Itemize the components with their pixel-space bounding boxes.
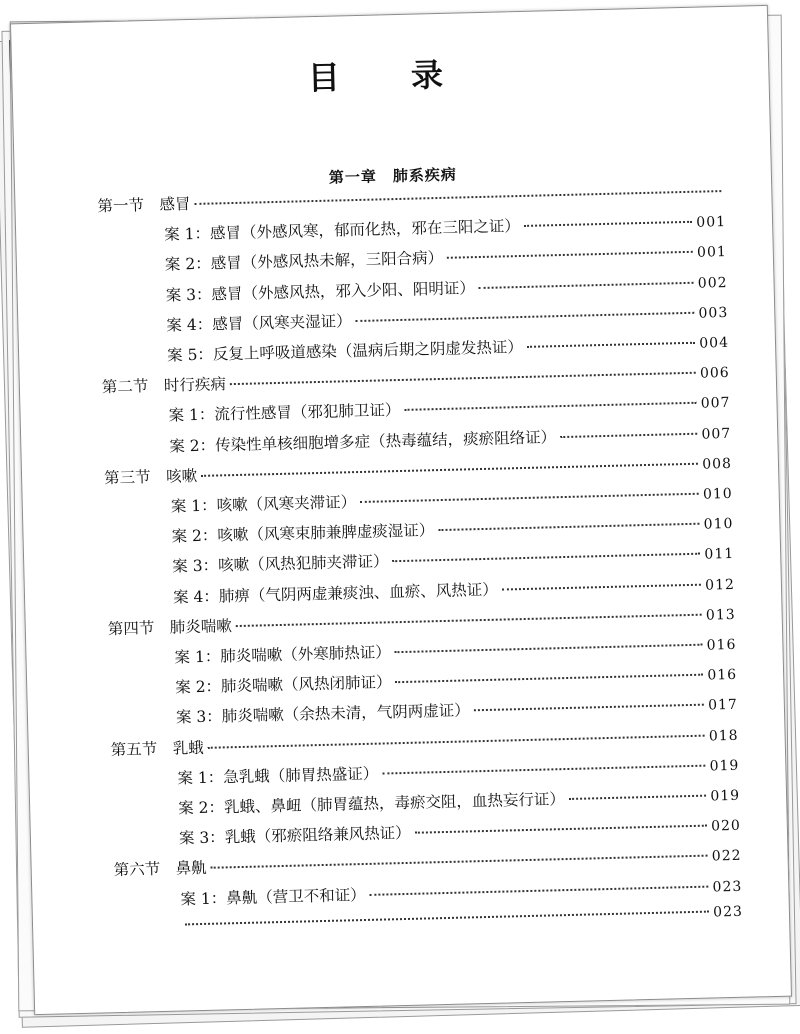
section-number: 第六节 xyxy=(113,860,161,880)
page-number: 017 xyxy=(707,697,739,714)
toc-entry-row[interactable] xyxy=(166,300,728,336)
page-number: 011 xyxy=(704,546,735,563)
toc-section-label xyxy=(108,614,233,639)
toc-entry-title: 案 3：乳蛾（邪瘀阻络兼风热证） xyxy=(178,824,411,848)
section-title: 肺炎喘嗽 xyxy=(169,616,233,637)
toc-entry-row[interactable] xyxy=(172,541,734,577)
page-number: 008 xyxy=(702,455,733,473)
leader-dots xyxy=(447,251,693,259)
section-title: 感冒 xyxy=(159,195,191,214)
toc-entry-row[interactable] xyxy=(179,813,741,849)
leader-dots xyxy=(474,704,704,712)
toc-entry-row[interactable] xyxy=(176,692,738,728)
leader-dots xyxy=(393,553,701,563)
toc-entry-row[interactable] xyxy=(178,783,740,819)
toc-entry-title: 案 2：传染性单核细胞增多症（热毒蕴结，痰瘀阻络证） xyxy=(169,427,557,456)
toc-entry-title: 案 1：感冒（外感风寒，郁而化热，邪在三阳之证） xyxy=(163,217,521,244)
page-number: 002 xyxy=(697,274,728,292)
page-number: 001 xyxy=(696,244,727,262)
page-number: 006 xyxy=(699,365,730,382)
page-number: 019 xyxy=(709,757,740,775)
toc-entry-title: 案 3：咳嗽（风热犯肺夹滞证） xyxy=(172,552,389,576)
toc-entry-row[interactable] xyxy=(164,209,726,245)
toc-entry-title: 案 4：肺痹（气阴两虚兼痰浊、血瘀、风热证） xyxy=(172,580,498,607)
toc-entry-row[interactable] xyxy=(180,873,742,909)
toc-entry-row[interactable] xyxy=(181,904,743,940)
toc-entry-title: 案 2：咳嗽（风寒束肺兼脾虚痰湿证） xyxy=(171,521,435,546)
toc-section-label xyxy=(113,856,207,880)
toc-entry-row[interactable] xyxy=(167,330,729,366)
page-number: 003 xyxy=(698,304,729,322)
leader-dots xyxy=(370,885,709,895)
page-number: 018 xyxy=(708,727,739,745)
leader-dots xyxy=(438,523,699,531)
leader-dots xyxy=(560,432,697,437)
section-number: 第三节 xyxy=(103,467,151,488)
page-number: 023 xyxy=(712,878,743,896)
toc-entry-row[interactable] xyxy=(165,270,727,306)
toc-entry-title: 案 2：乳蛾、鼻衄（肺胃蕴热，毒瘀交阻，血热妄行证） xyxy=(178,790,566,818)
section-title: 乳蛾 xyxy=(172,738,204,758)
leader-dots xyxy=(194,190,721,205)
toc-entry-title: 案 4：感冒（风寒夹湿证） xyxy=(166,311,352,335)
toc-entry-title: 案 1：流行性感冒（邪犯肺卫证） xyxy=(168,401,401,426)
toc-entry-row[interactable] xyxy=(174,632,736,668)
page-number: 016 xyxy=(707,667,738,684)
page-title: 目 录 xyxy=(307,55,474,98)
toc-entry-title: 案 3：肺炎喘嗽（余热未清，气阴两虚证） xyxy=(175,701,470,727)
toc-entry-title: 案 1：鼻鼽（营卫不和证） xyxy=(180,885,366,909)
leader-dots xyxy=(479,281,694,288)
page-number: 013 xyxy=(705,606,736,624)
toc-entry-row[interactable] xyxy=(171,511,733,547)
leader-dots xyxy=(395,674,703,684)
leader-dots xyxy=(185,910,709,925)
toc-section-label xyxy=(104,464,198,488)
leader-dots xyxy=(404,402,696,411)
toc-entry-row[interactable] xyxy=(177,753,739,789)
toc-entry-title: 案 2：肺炎喘嗽（风热闭肺证） xyxy=(175,673,392,697)
leader-dots xyxy=(236,613,702,626)
page-number: 019 xyxy=(710,787,741,805)
page-number: 022 xyxy=(711,848,742,865)
toc-entry-row[interactable] xyxy=(165,239,727,275)
section-number: 第四节 xyxy=(107,618,155,638)
toc-entry-row[interactable] xyxy=(169,421,731,457)
page-number: 007 xyxy=(700,395,731,413)
page-number: 016 xyxy=(706,636,737,654)
leader-dots xyxy=(524,221,692,227)
toc-section-label xyxy=(102,372,227,397)
page-number: 012 xyxy=(704,576,736,594)
leader-dots xyxy=(356,312,695,322)
leader-dots xyxy=(502,583,701,590)
toc-entry-title: 案 1：肺炎喘嗽（外寒肺热证） xyxy=(174,643,391,667)
toc-section-label xyxy=(110,735,204,759)
toc-page xyxy=(10,5,792,1015)
page-number: 010 xyxy=(702,485,733,503)
section-number: 第二节 xyxy=(101,377,149,397)
section-number: 第一节 xyxy=(97,196,145,216)
leader-dots xyxy=(382,764,705,774)
toc-entry-row[interactable] xyxy=(175,662,737,698)
page-number: 020 xyxy=(710,817,742,835)
toc-entry-row[interactable] xyxy=(168,390,730,426)
toc-entry-row[interactable] xyxy=(173,571,735,607)
chapter-heading: 第一章 肺系疾病 xyxy=(328,165,458,187)
section-title: 鼻鼽 xyxy=(175,859,207,878)
toc-entry-title: 案 5：反复上呼吸道感染（温病后期之阴虚发热证） xyxy=(166,337,524,365)
page-number: 007 xyxy=(701,425,732,443)
page-number: 023 xyxy=(712,903,744,921)
leader-dots xyxy=(201,463,698,477)
leader-dots xyxy=(230,372,696,385)
leader-dots xyxy=(527,342,695,348)
leader-dots xyxy=(208,734,705,748)
toc-entry-title: 案 1：咳嗽（风寒夹滞证） xyxy=(170,493,357,516)
leader-dots xyxy=(360,493,699,503)
toc-entry-row[interactable] xyxy=(171,481,733,517)
toc-entry-title: 案 3：感冒（外感风热，邪入少阳、阳明证） xyxy=(165,278,476,305)
toc-entry-title: 案 2：感冒（外感风热未解，三阳合病） xyxy=(164,249,444,275)
leader-dots xyxy=(415,825,707,834)
page-number: 010 xyxy=(703,516,734,533)
leader-dots xyxy=(569,795,706,800)
leader-dots xyxy=(395,644,703,654)
toc-section-label xyxy=(97,192,191,216)
toc-entry-title: 案 1：急乳蛾（肺胃热盛证） xyxy=(177,764,379,788)
section-title: 时行疾病 xyxy=(163,375,227,395)
section-number: 第五节 xyxy=(110,739,158,759)
page-number: 004 xyxy=(699,334,730,352)
leader-dots xyxy=(211,855,708,869)
section-title: 咳嗽 xyxy=(165,466,198,486)
page-number: 001 xyxy=(696,214,727,231)
